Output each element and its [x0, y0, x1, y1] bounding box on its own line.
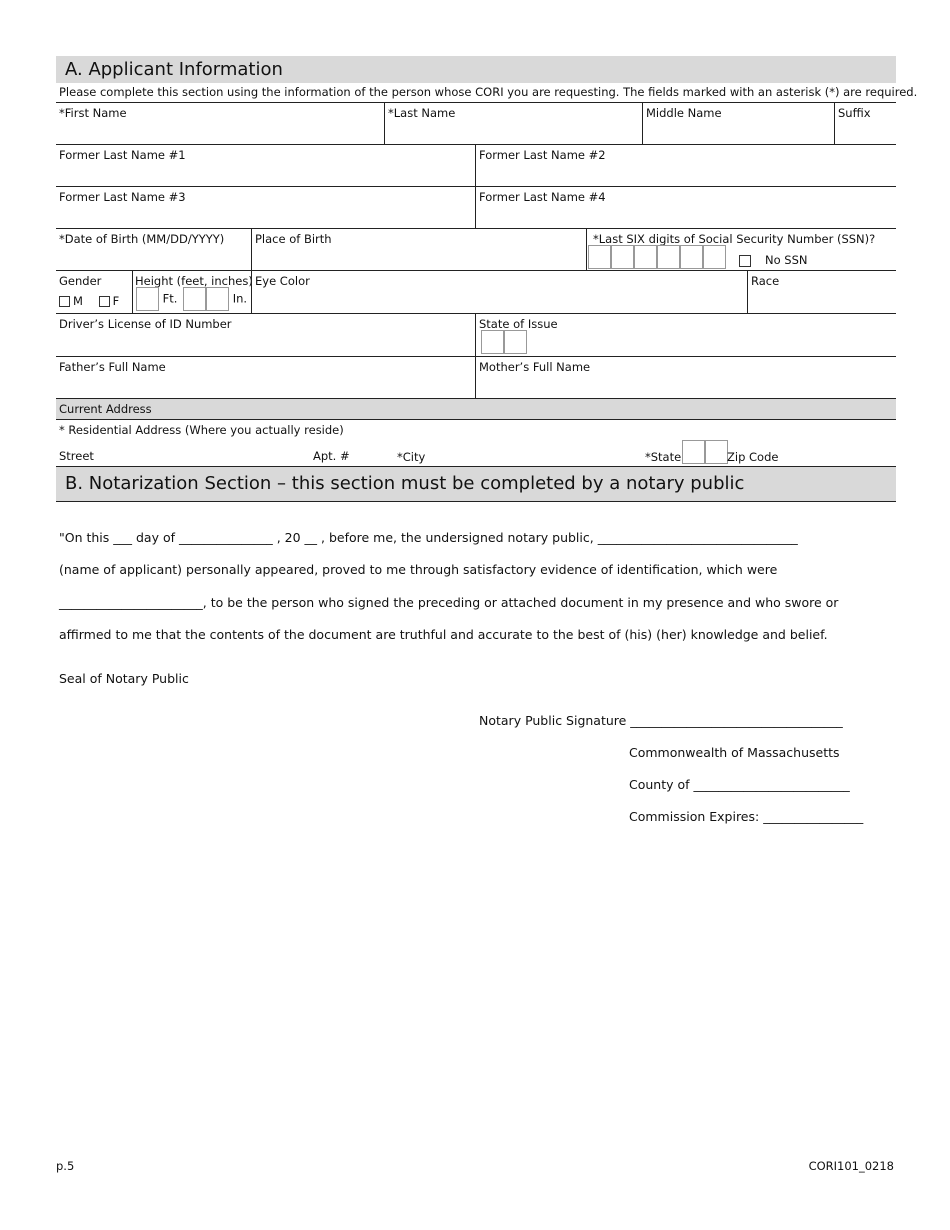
middle-name-label: Middle Name — [646, 106, 722, 120]
gender-male-checkbox[interactable] — [59, 296, 70, 307]
physical-row — [56, 271, 896, 314]
ssn-field — [586, 229, 896, 270]
no-ssn-option — [739, 253, 808, 267]
ssn-boxes — [588, 245, 726, 269]
last-name-label: *Last Name — [388, 106, 456, 120]
name-row — [56, 103, 896, 145]
zip-code-label[interactable]: Zip Code — [727, 450, 779, 464]
state-of-issue-field — [475, 314, 896, 356]
commission-expires-line[interactable]: Commission Expires: ________________ — [629, 809, 864, 824]
height-field — [132, 271, 251, 313]
former-last-name-4-field[interactable] — [475, 187, 896, 228]
street-label[interactable]: Street — [59, 449, 94, 463]
notary-line-3: _______________________, to be the person who signed the preceding or attached document in my presence and who swore or — [59, 595, 839, 610]
current-address-heading: Current Address — [56, 399, 896, 419]
residential-address-label: * Residential Address (Where you actually reside) — [59, 423, 344, 437]
mother-name-field[interactable] — [475, 357, 896, 398]
first-name-field[interactable] — [56, 103, 384, 144]
ssn-digit-box[interactable] — [657, 245, 680, 269]
height-inches-box[interactable] — [206, 287, 229, 311]
inches-label: In. — [232, 291, 248, 306]
former-names-row-1 — [56, 145, 896, 187]
middle-name-field[interactable] — [642, 103, 834, 144]
no-ssn-checkbox[interactable] — [739, 255, 751, 267]
eye-color-label: Eye Color — [255, 274, 310, 288]
pob-label: Place of Birth — [255, 232, 332, 246]
gender-field — [56, 271, 132, 313]
gender-female-checkbox[interactable] — [99, 296, 110, 307]
dob-label: *Date of Birth (MM/DD/YYYY) — [59, 232, 225, 246]
form-code: CORI101_0218 — [808, 1159, 894, 1173]
license-row — [56, 314, 896, 357]
state-of-issue-label: State of Issue — [479, 317, 558, 331]
page-number: p.5 — [56, 1159, 75, 1173]
former-last-name-2-label: Former Last Name #2 — [479, 148, 606, 162]
ssn-digit-box[interactable] — [588, 245, 611, 269]
ssn-label: *Last SIX digits of Social Security Number (SSN)? — [593, 232, 876, 246]
feet-label: Ft. — [162, 291, 178, 306]
suffix-field[interactable] — [834, 103, 896, 144]
height-feet-box[interactable] — [136, 287, 159, 311]
notary-signature-line[interactable]: Notary Public Signature __________________________________ — [479, 713, 843, 728]
state-letter-box[interactable] — [682, 440, 705, 464]
height-inches-box[interactable] — [183, 287, 206, 311]
state-boxes — [682, 440, 728, 464]
former-last-name-3-field[interactable] — [56, 187, 475, 228]
state-label: *State — [645, 450, 682, 464]
state-letter-box[interactable] — [481, 330, 504, 354]
section-b-title: B. Notarization Section – this section must be completed by a notary public — [56, 467, 896, 502]
former-last-name-4-label: Former Last Name #4 — [479, 190, 606, 204]
ssn-digit-box[interactable] — [611, 245, 634, 269]
race-label: Race — [751, 274, 780, 288]
former-names-row-2 — [56, 187, 896, 229]
father-name-label: Father’s Full Name — [59, 360, 166, 374]
last-name-field[interactable] — [384, 103, 642, 144]
cori-form — [56, 56, 918, 502]
state-letter-box[interactable] — [504, 330, 527, 354]
pob-field[interactable] — [251, 229, 586, 270]
former-last-name-1-label: Former Last Name #1 — [59, 148, 186, 162]
gender-options — [59, 294, 119, 308]
seal-label: Seal of Notary Public — [59, 671, 189, 686]
gender-label: Gender — [59, 274, 102, 288]
county-line[interactable]: County of _________________________ — [629, 777, 850, 792]
notary-line-1: "On this ___ day of _______________ , 20 __ , before me, the undersigned notary public, ________________________________ — [59, 530, 798, 545]
commonwealth-label: Commonwealth of Massachusetts — [629, 745, 840, 760]
notary-line-4: affirmed to me that the contents of the document are truthful and accurate to the best of (his) (her) knowledge and belief. — [59, 627, 828, 642]
first-name-label: *First Name — [59, 106, 127, 120]
gender-female-label: F — [112, 294, 120, 308]
former-last-name-3-label: Former Last Name #3 — [59, 190, 186, 204]
birth-ssn-row — [56, 229, 896, 271]
city-label[interactable]: *City — [397, 450, 426, 464]
eye-color-field[interactable] — [251, 271, 747, 313]
notary-line-2: (name of applicant) personally appeared, proved to me through satisfactory evidence of identification, which were — [59, 562, 778, 577]
race-field[interactable] — [747, 271, 896, 313]
license-field[interactable] — [56, 314, 475, 356]
height-label: Height (feet, inches) — [135, 274, 253, 288]
ssn-digit-box[interactable] — [703, 245, 726, 269]
ssn-digit-box[interactable] — [680, 245, 703, 269]
height-inputs — [136, 287, 247, 311]
father-name-field[interactable] — [56, 357, 475, 398]
section-a-instructions: Please complete this section using the information of the person whose CORI you are requesting. The fields marked with an asterisk (*) are required. — [56, 83, 896, 103]
dob-field[interactable] — [56, 229, 251, 270]
address-row — [56, 419, 896, 467]
gender-male-label: M — [73, 294, 83, 308]
former-last-name-2-field[interactable] — [475, 145, 896, 186]
ssn-digit-box[interactable] — [634, 245, 657, 269]
no-ssn-label: No SSN — [765, 253, 808, 267]
former-last-name-1-field[interactable] — [56, 145, 475, 186]
mother-name-label: Mother’s Full Name — [479, 360, 591, 374]
suffix-label: Suffix — [838, 106, 871, 120]
apt-label[interactable]: Apt. # — [313, 449, 350, 463]
state-of-issue-boxes — [481, 330, 527, 354]
parents-row — [56, 357, 896, 399]
section-a-title: A. Applicant Information — [56, 56, 896, 83]
license-label: Driver’s License of ID Number — [59, 317, 232, 331]
